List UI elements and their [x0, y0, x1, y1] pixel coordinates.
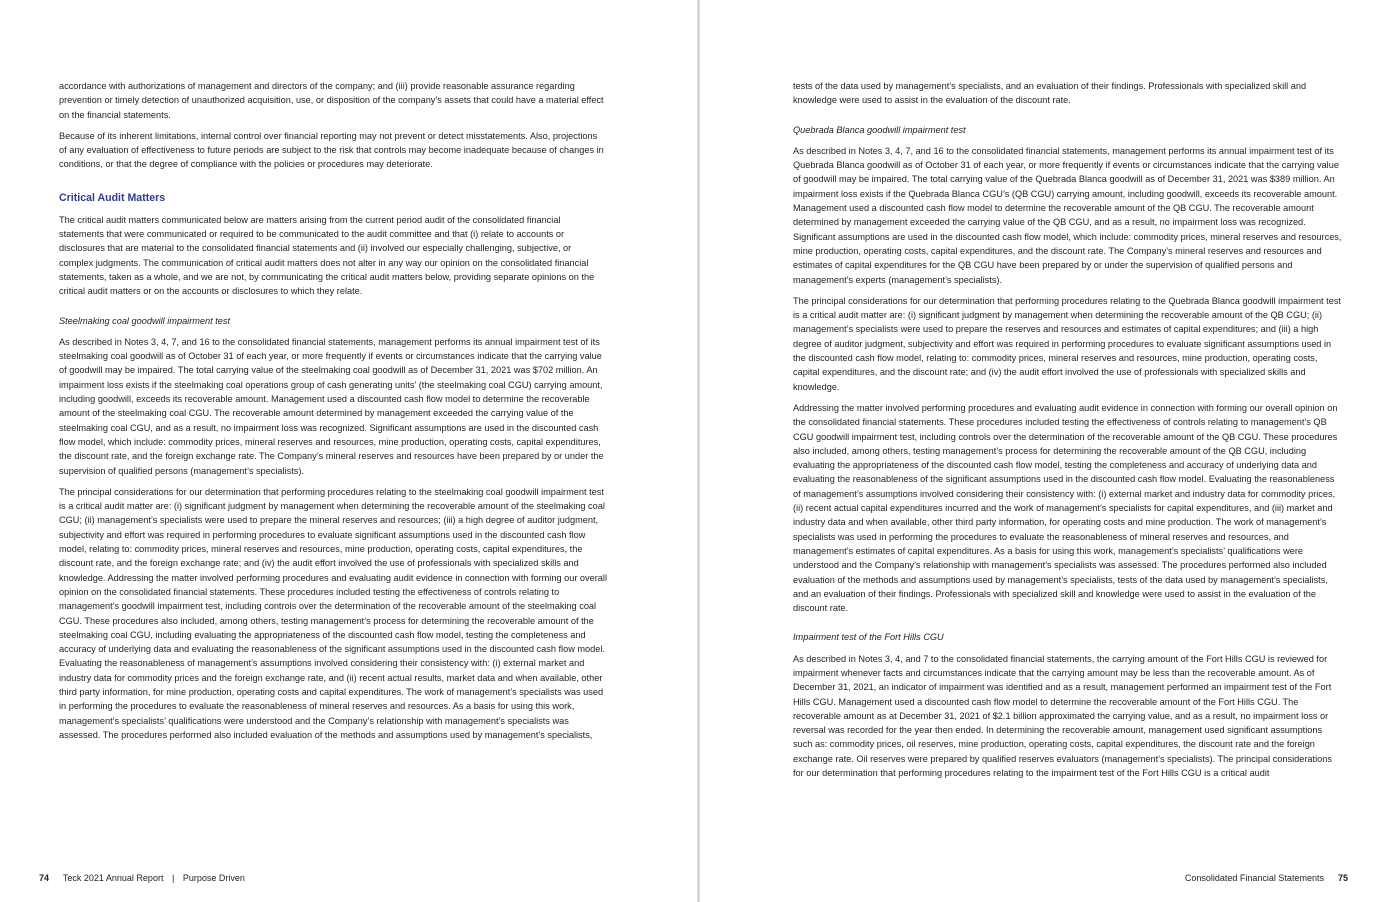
subsection-heading: Quebrada Blanca goodwill impairment test	[793, 124, 966, 135]
subsection-heading: Steelmaking coal goodwill impairment test	[59, 315, 231, 326]
right-page	[700, 0, 1395, 902]
section-title: Consolidated Financial Statements	[1184, 873, 1324, 883]
subsection-heading: Impairment test of the Fort Hills CGU	[793, 632, 944, 643]
body-paragraph: The principal considerations for our determination that performing procedures relating to the Quebrada Blanca goodwill impairment test is a critical audit matter are: (i) significant judgment by management when determining the recoverable amount of the QB CGU; (ii) management’s specialists were used to prepare the reserves and resources and estimates of capital expenditures; and (iii) a high degree of auditor judgment, subjectivity and effort was required in performing procedures to evaluate significant assumptions used in the discounted cash flow model, relating to: commodity prices, mineral reserves and resources, mine production, operating costs, capital expenditures, and the discount rate; and (iv) the audit effort involved the use of professionals with specialized skills and knowledge.	[793, 295, 1341, 392]
body-paragraph: Addressing the matter involved performing procedures and evaluating audit evidence in connection with forming our overall opinion on the consolidated financial statements. These procedures included testing the effectiveness of controls relating to management’s QB CGU goodwill impairment test, including controls over the determination of the recoverable amount of the QB CGU. These procedures also included, among others, testing management’s process for determining the recoverable amount of the QB CGU, including evaluating the appropriateness of the discounted cash flow model, testing the completeness and accuracy of underlying data and evaluating the reasonableness of the significant assumptions used in the discounted cash flow model. Evaluating the reasonableness of management’s assumptions involved considering their consistency with: (i) external market and industry data for commodity prices, (ii) recent actual capital expenditures incurred and the work of management’s specialists for capital expenditures, and (iii) market and industry data and when available, other third party information, for operating costs and mine production. The work of management’s specialists was used in performing the procedures to evaluate the reasonableness of mineral reserves and resources, and management’s estimates of capital expenditures. As a basis for using this work, management’s specialists’ qualifications were understood and the Company’s relationship with management’s specialists was assessed. The procedures performed also included evaluation of the methods and assumptions used by management’s specialists, tests of the data used by management’s specialists, and an evaluation of their findings. Professionals with specialized skill and knowledge were used to assist in the evaluation of the discount rate.	[793, 402, 1338, 614]
section-heading: Critical Audit Matters	[59, 191, 166, 204]
footer-separator: |	[171, 873, 175, 883]
left-page	[0, 0, 697, 902]
body-paragraph: tests of the data used by management’s specialists, and an evaluation of their findings. Professionals with specialized skill and knowledge were used to assist in the evaluation of the discount rate.	[793, 81, 1307, 106]
page-number: 75	[1337, 873, 1348, 883]
body-paragraph: Because of its inherent limitations, internal control over financial reporting may not prevent or detect misstatements. Also, projections of any evaluation of effectiveness to future periods are subject to the risk that controls may become inadequate because of changes in conditions, or that the degree of compliance with the policies or procedures may deteriorate.	[59, 130, 604, 170]
body-paragraph: The critical audit matters communicated below are matters arising from the current period audit of the consolidated financial statements that were communicated or required to be communicated to the audit committee and that (i) relate to accounts or disclosures that are material to the consolidated financial statements and (ii) involved our especially challenging, subjective, or complex judgments. The communication of critical audit matters does not alter in any way our opinion on the consolidated financial statements, taken as a whole, and we are not, by communicating the critical audit matters below, providing separate opinions on the critical audit matters or on the accounts or disclosures to which they relate.	[59, 214, 595, 297]
left-footer	[39, 872, 245, 884]
right-footer	[1185, 872, 1348, 884]
left-text-column	[59, 79, 607, 749]
body-paragraph: The principal considerations for our determination that performing procedures relating to the steelmaking coal goodwill impairment test is a critical audit matter are: (i) significant judgment by management when determining the recoverable amount of the steelmaking coal CGU; (ii) management’s specialists were used to prepare the mineral reserves and resources; (iii) a high degree of auditor judgment, subjectivity and effort was required in performing procedures to evaluate significant assumptions used in the discounted cash flow model, relating to: commodity prices, mineral reserves and resources, mine production, operating costs, capital expenditures, the discount rate, and the foreign exchange rate; and (iv) the audit effort involved the use of professionals with specialized skills and knowledge. Addressing the matter involved performing procedures and evaluating audit evidence in connection with forming our overall opinion on the consolidated financial statements. These procedures included testing the effectiveness of controls relating to management’s goodwill impairment test, including controls over the determination of the recoverable amount of the steelmaking coal CGU. These procedures also included, among others, testing management’s process for determining the recoverable amount of the steelmaking coal CGU, including evaluating the appropriateness of the discounted cash flow model, testing the completeness and accuracy of underlying data and evaluating the reasonableness of the significant assumptions used in the discounted cash flow model. Evaluating the reasonableness of management’s assumptions involved considering their consistency with: (i) external market and industry data for commodity prices and the foreign exchange rate, and (ii) recent actual results, market data and when available, other third party information, for mine production, operating costs and capital expenditures. The work of management’s specialists was used in performing the procedures to evaluate the reasonableness of mineral reserves and resources. As a basis for using this work, management’s specialists’ qualifications were understood and the Company’s relationship with management’s specialists was assessed. The procedures performed also included evaluation of the methods and assumptions used by management’s specialists,	[59, 486, 607, 740]
page-number: 74	[39, 873, 50, 883]
report-title: Teck 2021 Annual Report	[62, 873, 164, 883]
right-text-column	[793, 79, 1343, 787]
body-paragraph: As described in Notes 3, 4, 7, and 16 to the consolidated financial statements, management performs its annual impairment test of its steelmaking coal goodwill as of October 31 of each year, or more frequently if events or circumstances indicate that the carrying value of goodwill may be impaired. The total carrying value of the steelmaking coal goodwill as of December 31, 2021 was $702 million. An impairment loss exists if the steelmaking coal operations group of cash generating units’ (the steelmaking coal CGU) carrying amount, including goodwill, exceeds its recoverable amount. Management used a discounted cash flow model to determine the recoverable amount of the steelmaking coal CGU. The recoverable amount determined by management exceeded the carrying value of the steelmaking coal CGU, and as a result, no impairment loss was recognized. Significant assumptions are used in the discounted cash flow model, which include: commodity prices, mineral reserves and resources, mine production, operating costs, capital expenditures, the discount rate, and the foreign exchange rate. The Company’s mineral reserves and resources have been prepared by or under the supervision of qualified persons (management’s specialists).	[59, 336, 604, 476]
report-tagline: Purpose Driven	[182, 873, 245, 883]
body-paragraph: As described in Notes 3, 4, 7, and 16 to the consolidated financial statements, management performs its annual impairment test of its Quebrada Blanca goodwill as of October 31 of each year, or more frequently if events or circumstances indicate that the carrying value of goodwill may be impaired. The total carrying value of the Quebrada Blanca goodwill as of December 31, 2021 was $389 million. An impairment loss exists if the Quebrada Blanca CGU’s (QB CGU) carrying amount, including goodwill, exceeds its recoverable amount. Management used a discounted cash flow model to determine the recoverable amount of the QB CGU. The recoverable amount determined by management exceeded the carrying value of the QB CGU, and as a result, no impairment loss was recognized. Significant assumptions are used in the discounted cash flow model, which include: commodity prices, mineral reserves and resources, mine production, operating costs, capital expenditures, and the discount rate. The Company’s mineral reserves and resources and estimates of capital expenditures for the QB CGU have been prepared by or under the supervision of qualified persons and management’s experts (management’s specialists).	[793, 145, 1342, 285]
body-paragraph: As described in Notes 3, 4, and 7 to the consolidated financial statements, the carrying amount of the Fort Hills CGU is reviewed for impairment whenever facts and circumstances indicate that the carrying amount may be less than the recoverable amount. As of December 31, 2021, an indicator of impairment was identified and as a result, management performed an impairment test of the Fort Hills CGU. Management used a discounted cash flow model to determine the recoverable amount of the Fort Hills CGU. The recoverable amount as at December 31, 2021 of $2.1 billion approximated the carrying value, and as a result, no impairment loss or reversal was recorded for the year then ended. In determining the recoverable amount, management used significant assumptions such as: commodity prices, oil reserves, mine production, operating costs, capital expenditures, the discount rate and the foreign exchange rate. Oil reserves were prepared by qualified reserves evaluators (management’s specialists). The principal considerations for our determination that performing procedures relating to the impairment test of the Fort Hills CGU is a critical audit	[793, 653, 1332, 779]
body-paragraph: accordance with authorizations of management and directors of the company; and (iii) provide reasonable assurance regarding prevention or timely detection of unauthorized acquisition, use, or disposition of the company’s assets that could have a material effect on the financial statements.	[59, 81, 604, 120]
